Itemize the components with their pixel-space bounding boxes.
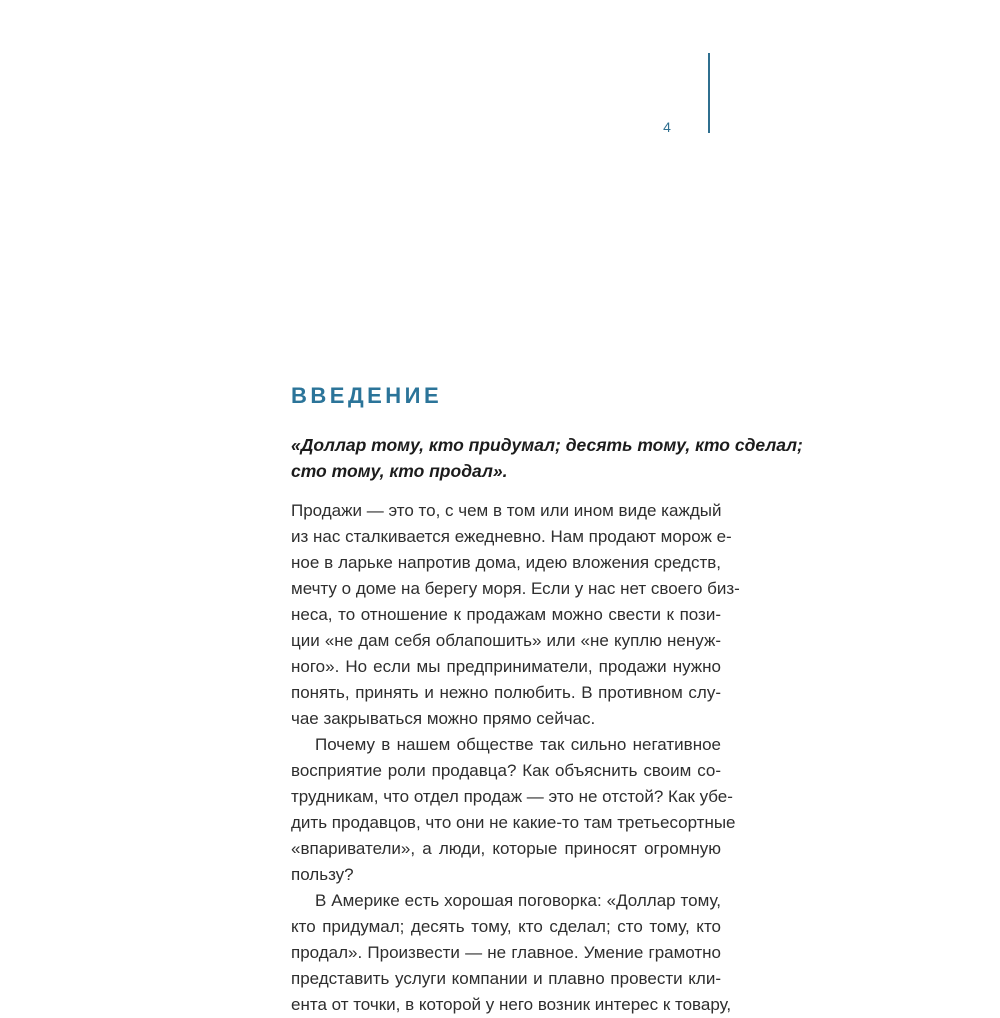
paragraph-line: ента от точки, в которой у него возник интерес к товару, — [291, 995, 732, 1014]
paragraph-line: чае закрываться можно прямо сейчас. — [291, 709, 596, 728]
epigraph-line: сто тому, кто продал». — [291, 461, 508, 481]
paragraph-line: представить услуги компании и плавно провести кли- — [291, 969, 721, 988]
paragraph-line: понять, принять и нежно полюбить. В противном слу- — [291, 683, 721, 702]
paragraph-line: ного». Но если мы предприниматели, продажи нужно — [291, 657, 721, 676]
page-header-rule — [708, 53, 710, 133]
paragraph-line: кто придумал; десять тому, кто сделал; сто тому, кто — [291, 917, 721, 936]
paragraph-line: Продажи — это то, с чем в том или ином виде каждый — [291, 501, 722, 520]
paragraph-line: ции «не дам себя облапошить» или «не куплю ненуж- — [291, 631, 721, 650]
body-text — [291, 498, 740, 1018]
paragraph-line: пользу? — [291, 865, 354, 884]
epigraph — [291, 432, 803, 484]
epigraph-line: «Доллар тому, кто придумал; десять тому, кто сделал; — [291, 435, 803, 455]
paragraph-line: В Америке есть хорошая поговорка: «Доллар тому, — [315, 891, 721, 910]
paragraph-line: из нас сталкивается ежедневно. Нам продают морож е- — [291, 527, 732, 546]
paragraph-line: неса, то отношение к продажам можно свести к пози- — [291, 605, 721, 624]
page-number: 4 — [663, 119, 671, 135]
paragraph-line: трудникам, что отдел продаж — это не отстой? Как убе- — [291, 787, 733, 806]
paragraph-line: дить продавцов, что они не какие-то там третьесортные — [291, 813, 736, 832]
paragraph-line: ное в ларьке напротив дома, идею вложения средств, — [291, 553, 721, 572]
paragraph-line: мечту о доме на берегу моря. Если у нас нет своего биз- — [291, 579, 740, 598]
chapter-title: ВВЕДЕНИЕ — [291, 383, 443, 408]
paragraph-line: восприятие роли продавца? Как объяснить своим со- — [291, 761, 721, 780]
paragraph-line: «впариватели», а люди, которые приносят огромную — [291, 839, 721, 858]
paragraph-line: Почему в нашем обществе так сильно негативное — [315, 735, 721, 754]
paragraph-line: продал». Произвести — не главное. Умение грамотно — [291, 943, 721, 962]
